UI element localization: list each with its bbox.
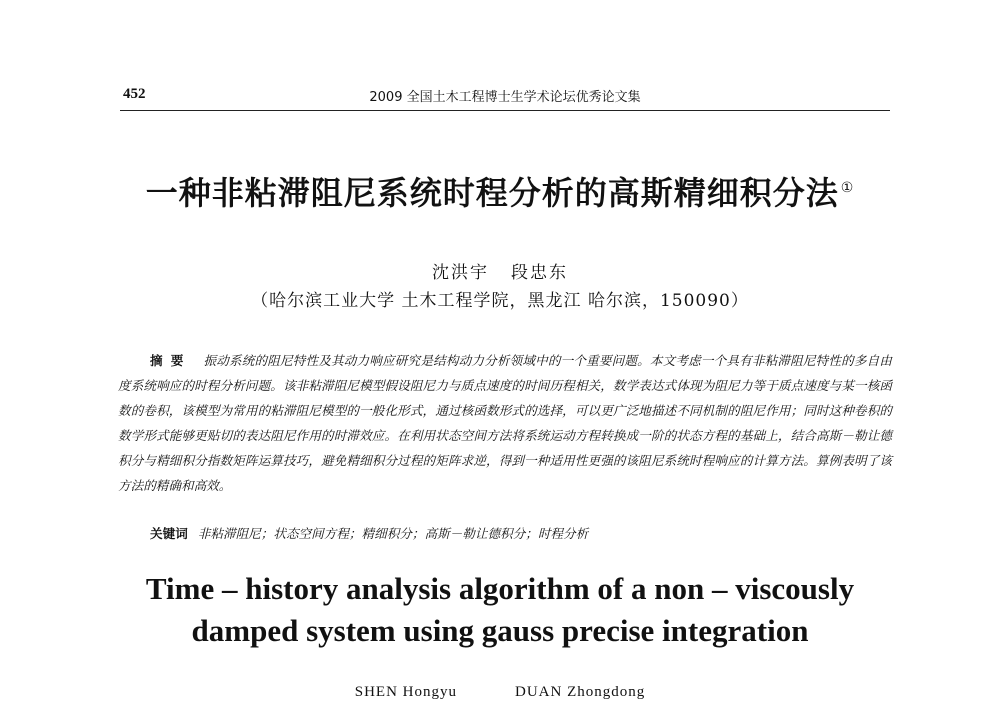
abstract-text: 振动系统的阻尼特性及其动力响应研究是结构动力分析领域中的一个重要问题。本文考虑一个具有非粘滞阻尼特性的多自由度系统响应的时程分析问题。该非粘滞阻尼模型假设阻尼力与质点速度的时间历程相关，数学表达式体现为阻尼力等于质点速度与某一核函数的卷积，该模型为常用的粘滞阻尼模型的一般化形式，通过核函数形式的选择，可以更广泛地描述不同机制的阻尼作用；同时这种卷积的数学形式能够更贴切的表达阻尼作用的时滞效应。在利用状态空间方法将系统运动方程转换成一阶的状态方程的基础上，结合高斯－勒让德积分与精细积分指数矩阵运算技巧，避免精细积分过程的矩阵求逆，得到一种适用性更强的该阻尼系统时程响应的计算方法。算例表明了该方法的精确和高效。 — [118, 353, 893, 493]
english-authors — [0, 684, 1000, 701]
author-cn-1: 沈洪宇 — [432, 263, 489, 283]
running-head: 2009 全国土木工程博士生学术论坛优秀论文集 — [369, 90, 641, 105]
keywords-label: 关键词 — [150, 526, 188, 541]
keywords-text: 非粘滞阻尼；状态空间方程；精细积分；高斯－勒让德积分；时程分析 — [197, 526, 589, 541]
page-header — [120, 84, 890, 111]
abstract — [118, 348, 892, 498]
abstract-label: 摘要 — [150, 353, 192, 368]
keywords — [118, 522, 892, 546]
english-title — [80, 568, 920, 652]
chinese-authors — [0, 258, 1000, 283]
english-title-line-2: damped system using gauss precise integration — [191, 613, 809, 648]
chinese-title — [60, 168, 940, 214]
footnote-mark: ① — [840, 180, 855, 197]
page-number: 452 — [123, 86, 146, 102]
chinese-affiliation: （哈尔滨工业大学 土木工程学院，黑龙江 哈尔滨，150090） — [251, 291, 749, 311]
author-en-2: DUAN Zhongdong — [515, 684, 646, 700]
author-cn-2: 段忠东 — [511, 263, 568, 283]
author-en-1: SHEN Hongyu — [354, 684, 457, 700]
chinese-title-text: 一种非粘滞阻尼系统时程分析的高斯精细积分法 — [145, 174, 839, 212]
english-title-line-1: Time – history analysis algorithm of a non – viscously — [145, 571, 855, 606]
